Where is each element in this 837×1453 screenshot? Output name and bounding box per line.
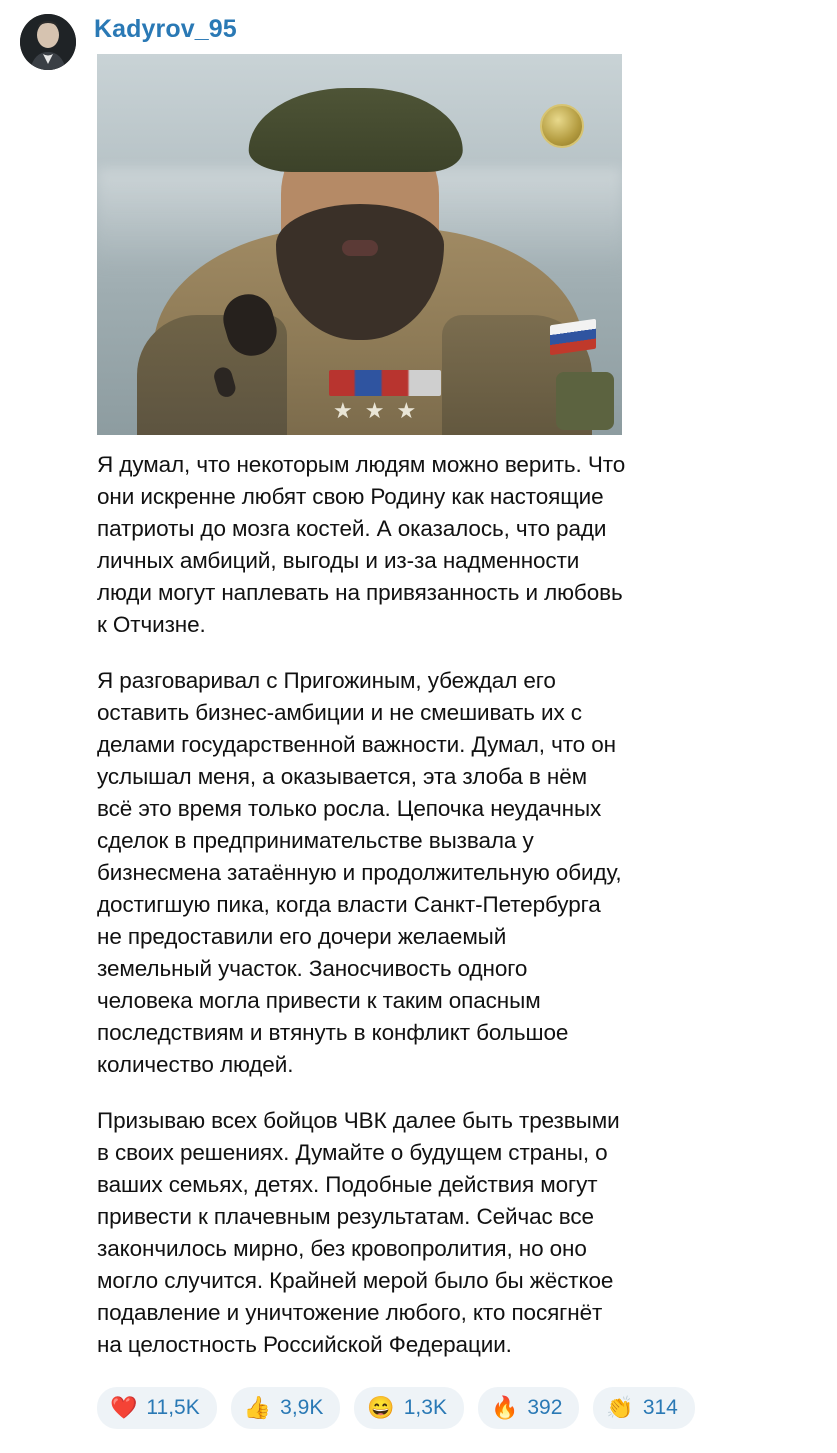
clapping-hands-emoji-icon: 👏	[606, 1395, 634, 1420]
thumbs-up-emoji-icon: 👍	[243, 1395, 272, 1420]
sleeve-patch-icon	[556, 372, 614, 430]
post-paragraph: Призываю всех бойцов ЧВК далее быть трезвыми в своих решениях. Думайте о будущем страны, о ваших семьях, детях. Подобные действия могут привести к плачевным результатам. Сейчас все закончилось мирно, без кровопролития, но оно могло случится. Крайней мерой было бы жёсткое подавление и уничтожение любого, кто посягнёт на целостность Российской Федерации.	[97, 1108, 620, 1357]
fire-emoji-icon: 🔥	[490, 1395, 519, 1420]
reactions-bar	[97, 1387, 837, 1453]
post-paragraph: Я думал, что некоторым людям можно верить. Что они искренне любят свою Родину как настоящие патриоты до мозга костей. А оказалось, что ради личных амбиций, выгоды и из-за надменности люди могут наплевать на привязанность и любовь к Отчизне.	[97, 452, 626, 637]
reaction-grinning-face[interactable]	[354, 1387, 464, 1429]
reaction-count: 392	[527, 1396, 563, 1419]
reaction-count: 314	[642, 1396, 678, 1419]
beret-badge-icon	[540, 104, 584, 148]
reaction-clap[interactable]	[593, 1387, 694, 1429]
hero-star-medals: ★★★	[333, 398, 429, 423]
reaction-count: 3,9K	[280, 1396, 324, 1419]
avatar[interactable]	[20, 14, 76, 70]
reaction-count: 11,5K	[146, 1396, 200, 1419]
grinning-face-emoji-icon: 😄	[367, 1395, 395, 1420]
reaction-count: 1,3K	[403, 1396, 447, 1419]
medal-ribbons	[329, 370, 441, 396]
channel-name[interactable]: Kadyrov_95	[94, 15, 237, 43]
post-paragraph: Я разговаривал с Пригожиным, убеждал его оставить бизнес-амбиции и не смешивать их с делами государственной важности. Думал, что он услышал меня, а оказывается, эта злоба в нём всё это время только росла. Цепочка неудачных сделок в предпринимательстве вызвала у бизнесмена затаённую и продолжительную обиду, достигшую пика, когда власти Санкт-Петербурга не предоставили его дочери желаемый земельный участок. Заносчивость одного человека могла привести к таким опасным последствиям и втянуть в конфликт большое количество людей.	[97, 668, 622, 1077]
post-text	[97, 449, 627, 1361]
heart-emoji-icon: ❤️	[110, 1395, 138, 1420]
reaction-fire[interactable]	[478, 1387, 579, 1429]
avatar-portrait-icon	[20, 14, 76, 70]
figure-mouth	[342, 240, 378, 256]
reaction-heart[interactable]	[97, 1387, 217, 1429]
post-image[interactable]	[97, 54, 622, 435]
reaction-thumbs-up[interactable]	[231, 1387, 341, 1429]
